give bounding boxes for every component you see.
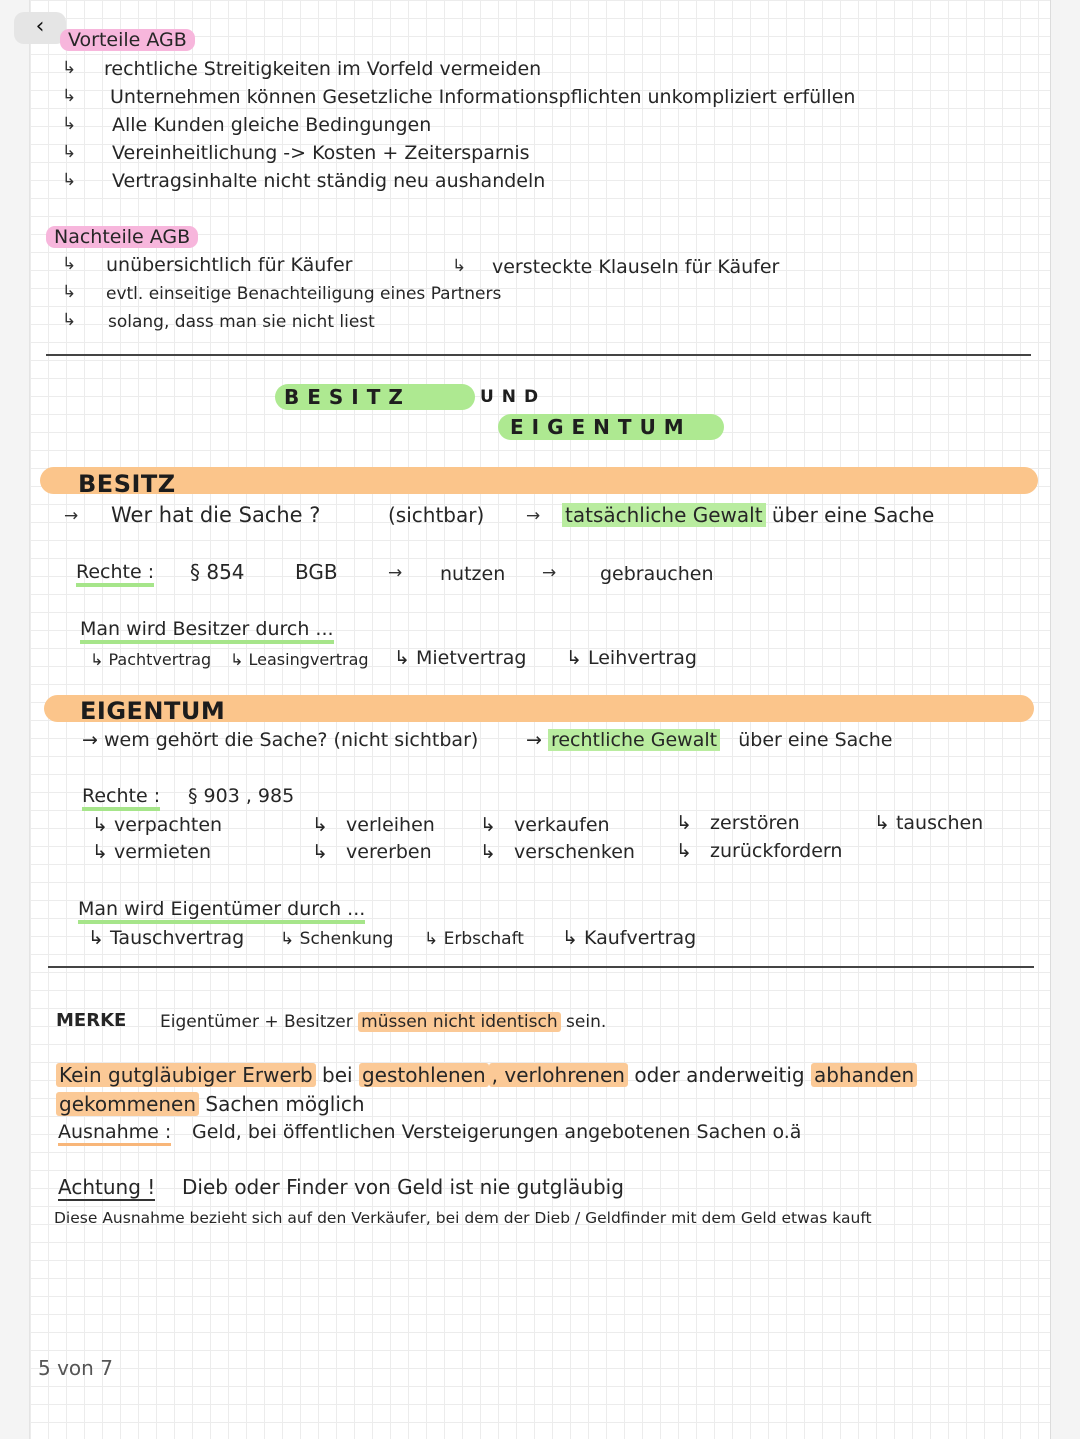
- merke-label: MERKE: [56, 1010, 127, 1031]
- eigentum-meaning: → rechtliche Gewalt über eine Sache: [526, 729, 893, 751]
- arrow-icon: ↳: [452, 256, 467, 276]
- achtung-text: Dieb oder Finder von Geld ist nie gutgläubig: [182, 1175, 624, 1199]
- eigentum-way: ↳ Erbschaft: [424, 929, 524, 949]
- eigentum-right: ↳ zerstören: [676, 812, 800, 834]
- page-indicator: 5 von 7: [38, 1356, 113, 1380]
- nachteile-side-note: versteckte Klauseln für Käufer: [492, 256, 780, 278]
- erwerb-line1: Kein gutgläubiger Erwerb bei gestohlenen , verlohrenen oder anderweitig abhanden: [56, 1063, 917, 1087]
- merke-text: Eigentümer + Besitzer müssen nicht identisch sein.: [160, 1012, 607, 1032]
- nachteile-item: unübersichtlich für Käufer: [106, 254, 353, 276]
- title-line3: EIGENTUM: [510, 415, 692, 439]
- arrow-right-icon: →: [64, 506, 79, 526]
- eigentum-right: ↳ verschenken: [480, 841, 635, 863]
- vorteile-item: Vertragsinhalte nicht ständig neu aushandeln: [112, 170, 546, 192]
- divider: [48, 966, 1034, 968]
- nachteile-item: evtl. einseitige Benachteiligung eines Partners: [106, 284, 502, 304]
- besitz-paragraph: § 854: [190, 560, 245, 584]
- nachteile-heading: Nachteile AGB: [46, 225, 198, 249]
- arrow-right-icon: →: [388, 563, 403, 583]
- vorteile-item: Alle Kunden gleiche Bedingungen: [112, 114, 432, 136]
- besitz-become-label: Man wird Besitzer durch ...: [80, 617, 334, 641]
- ausnahme-text: Geld, bei öffentlichen Versteigerungen angebotenen Sachen o.ä: [192, 1121, 802, 1143]
- eigentum-paragraph: § 903 , 985: [188, 785, 295, 807]
- arrow-icon: ↳: [62, 142, 77, 162]
- achtung-label: Achtung !: [58, 1175, 156, 1199]
- eigentum-rechte-label: Rechte :: [82, 784, 160, 808]
- besitz-rechte-label: Rechte :: [76, 560, 154, 584]
- nachteile-item: solang, dass man sie nicht liest: [108, 312, 375, 332]
- chevron-back-icon: ‹: [35, 14, 45, 39]
- besitz-heading: BESITZ: [78, 470, 176, 498]
- back-button[interactable]: [14, 12, 66, 44]
- besitz-way: ↳ Mietvertrag: [394, 647, 527, 669]
- vorteile-item: rechtliche Streitigkeiten im Vorfeld vermeiden: [104, 58, 542, 80]
- arrow-icon: ↳: [62, 170, 77, 190]
- eigentum-way: ↳ Schenkung: [280, 929, 394, 949]
- besitz-law: BGB: [295, 560, 338, 584]
- besitz-question-note: (sichtbar): [388, 503, 485, 527]
- besitz-question: Wer hat die Sache ?: [111, 503, 321, 527]
- arrow-icon: ↳: [62, 114, 77, 134]
- eigentum-right: ↳ vererben: [312, 841, 432, 863]
- vorteile-item: Vereinheitlichung -> Kosten + Zeitersparnis: [112, 142, 530, 164]
- eigentum-right: ↳ verkaufen: [480, 814, 610, 836]
- vorteile-heading: Vorteile AGB: [60, 28, 195, 52]
- eigentum-right: ↳ vermieten: [92, 841, 212, 863]
- title-line2: UND: [480, 387, 547, 407]
- eigentum-heading: EIGENTUM: [80, 697, 226, 725]
- eigentum-right: ↳ verpachten: [92, 814, 223, 836]
- besitz-right: gebrauchen: [600, 563, 714, 585]
- achtung-note: Diese Ausnahme bezieht sich auf den Verkäufer, bei dem der Dieb / Geldfinder mit dem Geld etwas kauft: [54, 1209, 872, 1227]
- divider: [46, 354, 1031, 356]
- eigentum-right: ↳ tauschen: [874, 812, 984, 834]
- eigentum-right: ↳ verleihen: [312, 814, 435, 836]
- arrow-icon: ↳: [62, 58, 77, 78]
- eigentum-question: → wem gehört die Sache? (nicht sichtbar): [82, 729, 479, 751]
- vorteile-item: Unternehmen können Gesetzliche Informationspflichten unkompliziert erfüllen: [110, 86, 856, 108]
- besitz-bar: [40, 467, 1038, 494]
- arrow-icon: ↳: [62, 86, 77, 106]
- eigentum-way: ↳ Tauschvertrag: [88, 927, 245, 949]
- erwerb-line2: gekommenen Sachen möglich: [56, 1092, 365, 1116]
- arrow-icon: ↳: [62, 310, 77, 330]
- title-line1: BESITZ: [284, 385, 411, 409]
- eigentum-way: ↳ Kaufvertrag: [562, 927, 697, 949]
- besitz-way: ↳ Leihvertrag: [566, 647, 697, 669]
- ausnahme-label: Ausnahme :: [58, 1120, 171, 1144]
- arrow-right-icon: →: [542, 563, 557, 583]
- besitz-way: ↳ Leasingvertrag: [230, 650, 369, 669]
- arrow-right-icon: →: [526, 506, 541, 526]
- eigentum-right: ↳ zurückfordern: [676, 840, 843, 862]
- arrow-icon: ↳: [62, 282, 77, 302]
- besitz-right: nutzen: [440, 563, 506, 585]
- besitz-way: ↳ Pachtvertrag: [90, 650, 212, 669]
- arrow-icon: ↳: [62, 254, 77, 274]
- besitz-meaning: tatsächliche Gewalt über eine Sache: [562, 503, 934, 527]
- eigentum-become-label: Man wird Eigentümer durch ...: [78, 897, 365, 921]
